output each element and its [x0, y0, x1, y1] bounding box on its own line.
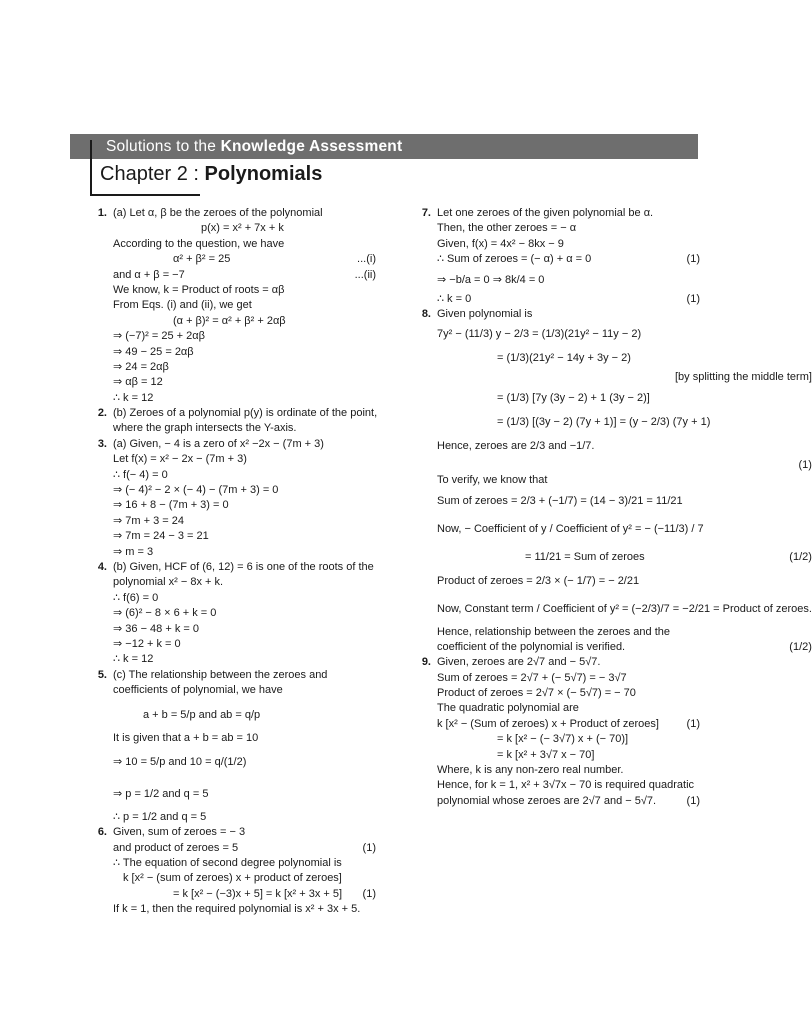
marks-label: (1): [362, 887, 376, 900]
solution-line: [113, 825, 376, 840]
marks-label: (1): [798, 458, 812, 471]
solution-line: [113, 545, 376, 560]
solution-line: [437, 732, 700, 747]
solution-line: [437, 655, 700, 670]
question-number: 9.: [421, 656, 431, 669]
line-text: ⇒ 7m + 3 = 24: [113, 514, 184, 527]
solution-line: [113, 268, 376, 283]
question-1: [84, 206, 376, 406]
line-text: Let f(x) = x² − 2x − (7m + 3): [113, 453, 247, 466]
solution-line: [437, 268, 700, 292]
line-text: (b) Given, HCF of (6, 12) = 6 is one of the roots of the: [113, 560, 374, 573]
line-text: = (1/3) [7y (3y − 2) + 1 (3y − 2)]: [497, 391, 650, 404]
question-body: [107, 825, 376, 917]
solution-line: [113, 514, 376, 529]
solution-line: [437, 307, 812, 322]
line-text: polynomial whose zeroes are 2√7 and − 5√7.: [437, 794, 657, 807]
marks-label: ...(i): [357, 253, 376, 266]
solution-line: [113, 606, 376, 621]
solution-line: [437, 221, 700, 236]
line-text: ∴ k = 12: [113, 391, 154, 404]
line-text: a + b = 5/p and ab = q/p: [143, 708, 261, 721]
line-text: polynomial x² − 8x + k.: [113, 576, 224, 589]
solution-line: [437, 489, 812, 513]
line-text: Product of zeroes = 2/3 × (− 1/7) = − 2/21: [437, 574, 640, 587]
solution-line: [113, 329, 376, 344]
line-text: Given, sum of zeroes = − 3: [113, 826, 246, 839]
line-text: Now, − Coefficient of y / Coefficient of y² = − (−11/3) / 7: [437, 522, 704, 535]
question-body: [107, 668, 376, 826]
solution-line: [113, 391, 376, 406]
solution-line: [113, 529, 376, 544]
solution-line: [113, 683, 376, 698]
question-number: 5.: [97, 668, 107, 681]
line-text: To verify, we know that: [437, 474, 548, 487]
solution-line: [437, 717, 700, 732]
solution-line: [437, 473, 812, 488]
line-text: If k = 1, then the required polynomial is x² + 3x + 5.: [113, 903, 361, 916]
line-text: (a) Given, − 4 is a zero of x² −2x − (7m + 3): [113, 437, 324, 450]
solution-line: [437, 671, 700, 686]
line-text: = (1/3)(21y² − 14y + 3y − 2): [497, 352, 631, 365]
question-number: 6.: [97, 826, 107, 839]
marks-label: (1/2): [789, 640, 812, 653]
solution-line: [113, 468, 376, 483]
question-body: [107, 437, 376, 560]
solution-line: [113, 421, 377, 436]
chapter-rule-vertical: [90, 140, 92, 196]
solution-line: [113, 237, 376, 252]
banner-prefix: Solutions to the: [106, 138, 217, 155]
solution-line: [113, 699, 376, 731]
solution-line: [113, 622, 376, 637]
question-2: [84, 406, 376, 437]
line-text: ∴ The equation of second degree polynomial is: [113, 857, 342, 870]
solution-line: [113, 778, 376, 810]
solution-line: [113, 375, 376, 390]
solution-line: [113, 668, 376, 683]
line-text: 7y² − (11/3) y − 2/3 = (1/3)(21y² − 11y − 2): [437, 328, 642, 341]
line-text: ⇒ −12 + k = 0: [113, 637, 181, 650]
solution-line: [113, 871, 376, 886]
line-text: [by splitting the middle term]: [674, 371, 812, 384]
line-text: ⇒ (− 4)² − 2 × (− 4) − (7m + 3) = 0: [113, 484, 279, 497]
line-text: ∴ f(− 4) = 0: [113, 468, 168, 481]
solution-line: [113, 452, 376, 467]
solution-line: [437, 794, 700, 809]
line-text: Hence, relationship between the zeroes and the: [437, 625, 670, 638]
solution-line: [113, 856, 376, 871]
line-text: The quadratic polynomial are: [437, 702, 579, 715]
solution-line: [437, 593, 812, 625]
line-text: Now, Constant term / Coefficient of y² = (−2/3)/7 = −2/21 = Product of zeroes.: [437, 602, 812, 615]
solution-line: [113, 314, 376, 329]
question-6: [84, 825, 376, 917]
solution-line: [437, 458, 812, 473]
solution-line: [437, 763, 700, 778]
solution-line: [113, 637, 376, 652]
solution-line: [437, 292, 700, 307]
solution-line: [437, 778, 700, 793]
question-body: [107, 560, 376, 668]
solution-line: [113, 221, 376, 236]
question-8: [408, 307, 812, 655]
solution-line: [113, 810, 376, 825]
marks-label: (1/2): [789, 550, 812, 563]
line-text: and product of zeroes = 5: [113, 841, 239, 854]
line-text: ⇒ αβ = 12: [113, 376, 163, 389]
solution-line: [437, 346, 812, 370]
chapter-title: Polynomials: [204, 163, 323, 185]
line-text: ∴ f(6) = 0: [113, 591, 159, 604]
right-column: [408, 206, 812, 809]
solution-line: [437, 640, 812, 655]
line-text: where the graph intersects the Y-axis.: [113, 422, 297, 435]
question-body: [431, 307, 812, 655]
line-text: ⇒ p = 1/2 and q = 5: [113, 787, 209, 800]
line-text: Given, f(x) = 4x² − 8kx − 9: [437, 237, 564, 250]
line-text: Hence, for k = 1, x² + 3√7x − 70 is required quadratic: [437, 779, 695, 792]
line-text: Given, zeroes are 2√7 and − 5√7.: [437, 656, 601, 669]
marks-label: (1): [686, 253, 700, 266]
marks-label: (1): [362, 841, 376, 854]
solution-line: [113, 298, 376, 313]
line-text: According to the question, we have: [113, 237, 285, 250]
solution-line: [113, 560, 376, 575]
solution-line: [437, 569, 812, 593]
question-4: [84, 560, 376, 668]
line-text: = 11/21 = Sum of zeroes: [525, 550, 645, 563]
line-text: coefficients of polynomial, we have: [113, 684, 283, 697]
solution-line: [113, 252, 376, 267]
question-number: 7.: [421, 207, 431, 219]
line-text: (a) Let α, β be the zeroes of the polynomial: [113, 207, 323, 219]
line-text: k [x² − (Sum of zeroes) x + Product of zeroes]: [437, 717, 659, 730]
solution-line: [113, 360, 376, 375]
line-text: = k [x² − (− 3√7) x + (− 70)]: [497, 733, 629, 746]
line-text: Hence, zeroes are 2/3 and −1/7.: [437, 439, 595, 452]
question-number: 1.: [97, 207, 107, 219]
line-text: (c) The relationship between the zeroes and: [113, 668, 328, 681]
solution-line: [113, 406, 377, 421]
solution-line: [113, 437, 376, 452]
marks-label: (1): [686, 717, 700, 730]
solution-line: [437, 434, 812, 458]
question-7: [408, 206, 700, 307]
question-number: 2.: [97, 407, 107, 420]
line-text: ⇒ −b/a = 0 ⇒ 8k/4 = 0: [437, 273, 545, 286]
solution-line: [113, 206, 376, 221]
chapter-heading: [100, 160, 322, 188]
line-text: Let one zeroes of the given polynomial be α.: [437, 207, 654, 219]
line-text: k [x² − (sum of zeroes) x + product of zeroes]: [123, 872, 342, 885]
line-text: From Eqs. (i) and (ii), we get: [113, 299, 252, 312]
line-text: ⇒ m = 3: [113, 545, 154, 558]
solution-line: [113, 345, 376, 360]
line-text: = k [x² − (−3)x + 5] = k [x² + 3x + 5]: [173, 887, 343, 900]
line-text: and α + β = −7: [113, 268, 185, 281]
solution-line: [113, 283, 376, 298]
line-text: Product of zeroes = 2√7 × (− 5√7) = − 70: [437, 687, 636, 700]
solution-line: [437, 206, 700, 221]
line-text: p(x) = x² + 7x + k: [201, 222, 284, 235]
solution-line: [113, 652, 376, 667]
line-text: = (1/3) [(3y − 2) (7y + 1)] = (y − 2/3) (7y + 1): [497, 415, 711, 428]
line-text: It is given that a + b = ab = 10: [113, 731, 259, 744]
question-number: 3.: [97, 437, 107, 450]
line-text: (b) Zeroes of a polynomial p(y) is ordinate of the point,: [113, 407, 378, 420]
line-text: α² + β² = 25: [173, 253, 231, 266]
chapter-prefix: Chapter 2 :: [100, 163, 199, 185]
solution-line: [437, 237, 700, 252]
solution-line: [113, 746, 376, 778]
solution-line: [437, 545, 812, 569]
solution-line: [437, 322, 812, 346]
line-text: ∴ Sum of zeroes = (− α) + α = 0: [437, 253, 592, 266]
solution-line: [113, 575, 376, 590]
line-text: ⇒ 36 − 48 + k = 0: [113, 622, 199, 635]
chapter-rule-horizontal: [90, 194, 200, 196]
line-text: Sum of zeroes = 2/3 + (−1/7) = (14 − 3)/21 = 11/21: [437, 494, 683, 507]
question-body: [431, 206, 700, 307]
question-3: [84, 437, 376, 560]
left-column: [84, 206, 376, 918]
solution-line: [113, 887, 376, 902]
line-text: ∴ k = 12: [113, 653, 154, 666]
line-text: ⇒ 24 = 2αβ: [113, 360, 169, 373]
solution-line: [437, 701, 700, 716]
marks-label: ...(ii): [354, 268, 376, 281]
solution-line: [113, 591, 376, 606]
line-text: ⇒ (−7)² = 25 + 2αβ: [113, 330, 205, 343]
question-body: [431, 655, 700, 809]
line-text: ⇒ 16 + 8 − (7m + 3) = 0: [113, 499, 229, 512]
solution-line: [113, 902, 376, 917]
line-text: ∴ k = 0: [437, 292, 472, 305]
solution-line: [113, 498, 376, 513]
line-text: Given polynomial is: [437, 307, 533, 320]
line-text: Then, the other zeroes = − α: [437, 222, 577, 235]
solution-line: [437, 252, 700, 267]
solution-line: [437, 386, 812, 410]
solution-line: [113, 731, 376, 746]
line-text: ⇒ 7m = 24 − 3 = 21: [113, 530, 209, 543]
line-text: ∴ p = 1/2 and q = 5: [113, 810, 207, 823]
line-text: We know, k = Product of roots = αβ: [113, 283, 285, 296]
solution-line: [437, 410, 812, 434]
banner-bold: Knowledge Assessment: [220, 138, 403, 155]
line-text: (α + β)² = α² + β² + 2αβ: [173, 314, 286, 327]
marks-label: (1): [686, 794, 700, 807]
line-text: Where, k is any non-zero real number.: [437, 764, 624, 777]
question-number: 4.: [97, 560, 107, 573]
solution-line: [437, 748, 700, 763]
solution-line: [437, 513, 812, 545]
question-body: [107, 206, 376, 406]
section-banner: [70, 134, 698, 159]
line-text: = k [x² + 3√7 x − 70]: [497, 748, 595, 761]
line-text: ⇒ 49 − 25 = 2αβ: [113, 345, 194, 358]
line-text: ⇒ 10 = 5/p and 10 = q/(1/2): [113, 755, 247, 768]
question-9: [408, 655, 700, 809]
solution-line: [437, 625, 812, 640]
question-body: [107, 406, 377, 437]
line-text: coefficient of the polynomial is verified.: [437, 640, 626, 653]
question-5: [84, 668, 376, 826]
question-number: 8.: [421, 307, 431, 320]
solution-line: [437, 686, 700, 701]
solution-line: [437, 370, 812, 385]
marks-label: (1): [686, 292, 700, 305]
solution-line: [113, 841, 376, 856]
line-text: Sum of zeroes = 2√7 + (− 5√7) = − 3√7: [437, 671, 627, 684]
solution-line: [113, 483, 376, 498]
line-text: ⇒ (6)² − 8 × 6 + k = 0: [113, 607, 217, 620]
